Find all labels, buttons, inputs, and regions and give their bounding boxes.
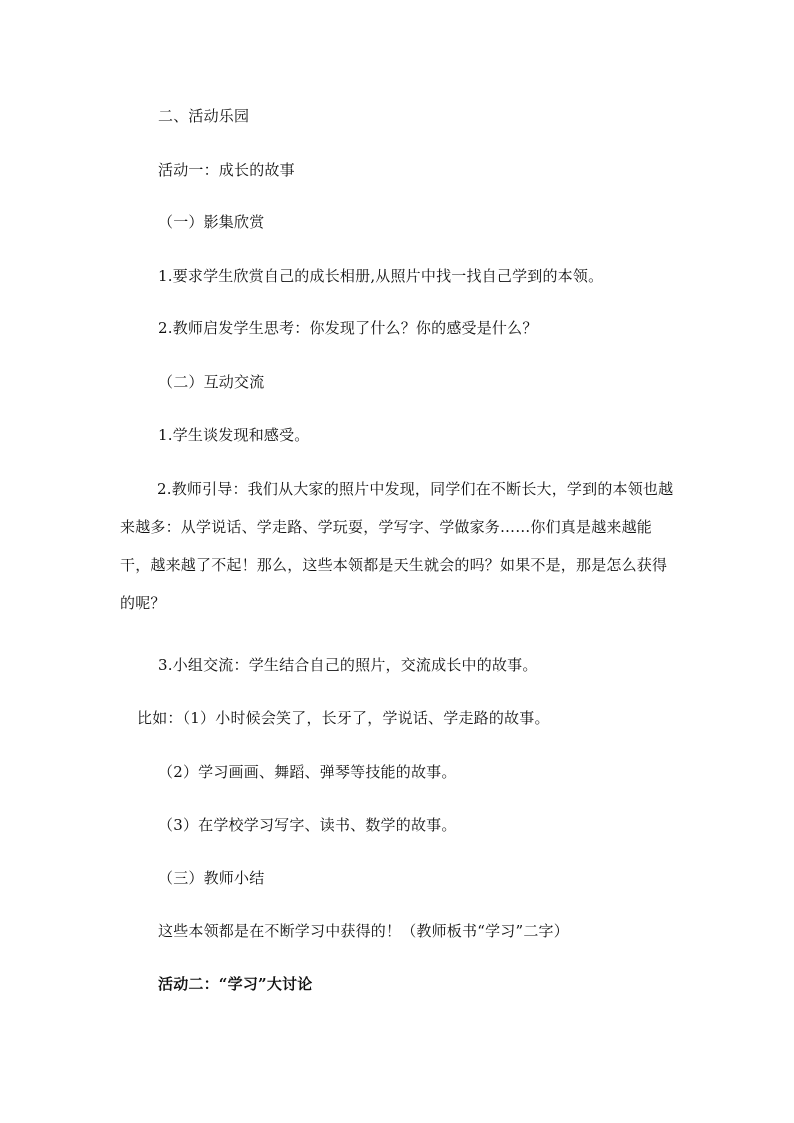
part-two-item-3: 3.小组交流：学生结合自己的照片，交流成长中的故事。: [158, 656, 538, 674]
summary-text: 这些本领都是在不断学习中获得的！（教师板书“学习”二字）: [158, 922, 569, 940]
part-one-item-1: 1.要求学生欣赏自己的成长相册,从照片中找一找自己学到的本领。: [158, 267, 604, 285]
part-two-item-2-paragraph: 2.教师引导：我们从大家的照片中发现，同学们在不断长大，学到的本领也越来越多：从学说话、学走路、学玩耍，学写字、学做家务……你们真是越来越能干，越来越了不起！那么，这些本领都是天生就会的吗？如果不是，那是怎么获得的呢？: [120, 480, 674, 612]
part-two-item-1: 1.学生谈发现和感受。: [158, 426, 310, 444]
activity-one-title: 活动一：成长的故事: [158, 161, 295, 179]
example-2: （2）学习画画、舞蹈、弹琴等技能的故事。: [158, 763, 457, 781]
section-heading: 二、活动乐园: [158, 107, 250, 125]
example-3: （3）在学校学习写字、读书、数学的故事。: [158, 816, 457, 834]
activity-two-title: 活动二：“学习”大讨论: [158, 975, 313, 993]
part-three-heading: （三）教师小结: [158, 869, 265, 887]
part-one-item-2: 2.教师启发学生思考：你发现了什么？你的感受是什么？: [158, 319, 538, 337]
example-1: 比如：（1）小时候会笑了，长牙了，学说话、学走路的故事。: [137, 709, 550, 727]
part-one-heading: （一）影集欣赏: [158, 213, 265, 231]
part-two-heading: （二）互动交流: [158, 373, 265, 391]
